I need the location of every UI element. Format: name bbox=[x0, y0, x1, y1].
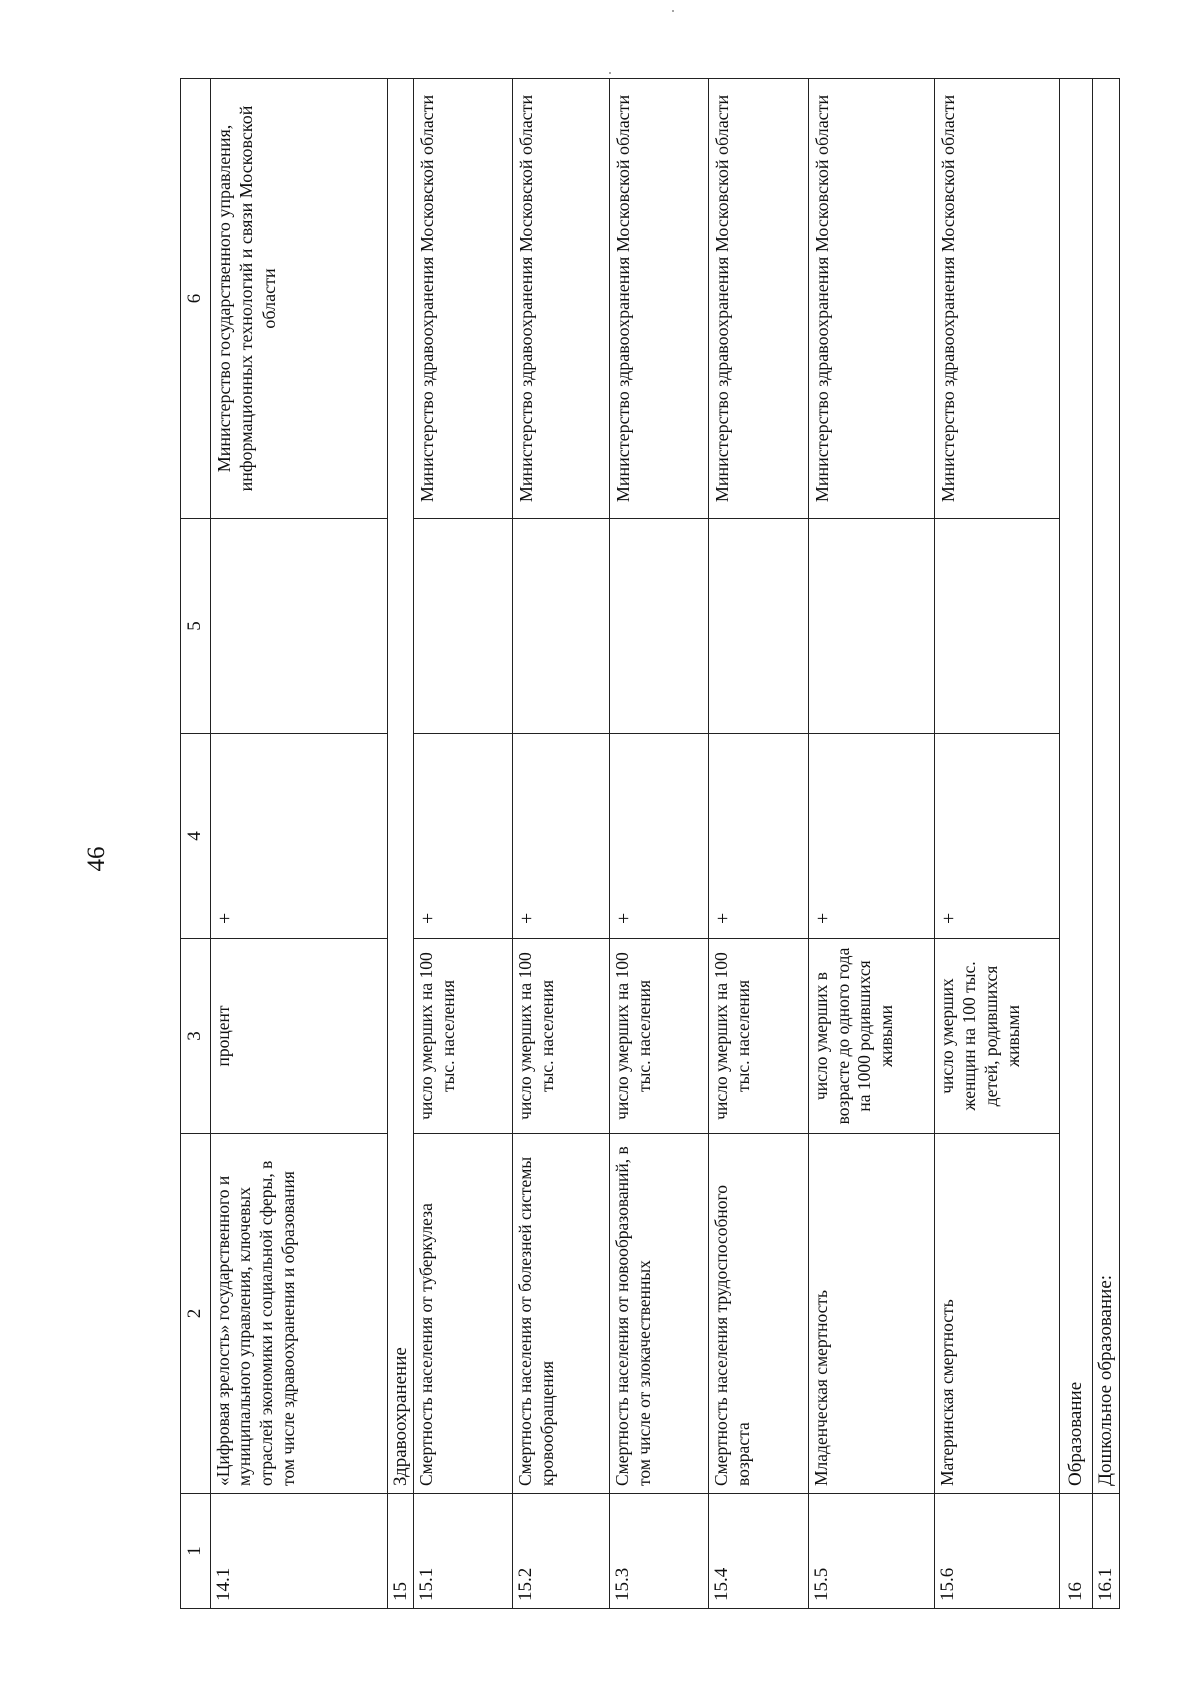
rotated-table-container bbox=[180, 79, 1120, 1609]
table-row bbox=[808, 79, 935, 1609]
page-number: 46 bbox=[83, 846, 110, 872]
responsible-cell: Министерство здравоохранения Московской области bbox=[808, 79, 935, 519]
row-number: 15.6 bbox=[935, 1494, 1060, 1609]
empty-cell bbox=[513, 519, 610, 734]
mark-cell: + bbox=[210, 734, 387, 939]
indicator-cell: Материнская смертность bbox=[935, 1134, 1060, 1494]
table-row bbox=[413, 79, 512, 1609]
empty-cell bbox=[808, 519, 935, 734]
row-number: 16 bbox=[1059, 1494, 1092, 1609]
unit-cell: процент bbox=[210, 939, 387, 1134]
row-number: 15.3 bbox=[610, 1494, 709, 1609]
header-cell: 4 bbox=[181, 734, 211, 939]
header-cell: 2 bbox=[181, 1134, 211, 1494]
responsible-cell: Министерство здравоохранения Московской области bbox=[935, 79, 1060, 519]
table-row bbox=[935, 79, 1060, 1609]
indicator-cell: Смертность населения трудоспособного возраста bbox=[709, 1134, 808, 1494]
row-number: 15 bbox=[387, 1494, 413, 1609]
section-row bbox=[387, 79, 413, 1609]
empty-cell bbox=[413, 519, 512, 734]
responsible-cell: Министерство здравоохранения Московской области bbox=[709, 79, 808, 519]
section-row bbox=[1092, 79, 1119, 1609]
table-row bbox=[513, 79, 610, 1609]
unit-cell: число умерших в возрасте до одного года на 1000 родившихся живыми bbox=[808, 939, 935, 1134]
section-title: Здравоохранение bbox=[387, 79, 413, 1494]
empty-cell bbox=[610, 519, 709, 734]
indicator-cell: Смертность населения от болезней системы кровообращения bbox=[513, 1134, 610, 1494]
responsible-cell: Министерство государственного управления, информационных технологий и связи Московской области bbox=[210, 79, 387, 519]
unit-cell: число умерших на 100 тыс. населения bbox=[513, 939, 610, 1134]
row-number: 16.1 bbox=[1092, 1494, 1119, 1609]
row-number: 15.5 bbox=[808, 1494, 935, 1609]
unit-cell: число умерших на 100 тыс. населения bbox=[610, 939, 709, 1134]
header-row bbox=[181, 79, 211, 1609]
section-title: Образование bbox=[1059, 79, 1092, 1494]
mark-cell: + bbox=[413, 734, 512, 939]
scan-speck bbox=[609, 72, 611, 74]
indicator-cell: Смертность населения от новообразований, в том числе от злокачественных bbox=[610, 1134, 709, 1494]
scan-speck bbox=[672, 10, 674, 12]
indicator-cell: Смертность населения от туберкулеза bbox=[413, 1134, 512, 1494]
header-cell: 1 bbox=[181, 1494, 211, 1609]
empty-cell bbox=[709, 519, 808, 734]
indicators-table bbox=[180, 78, 1120, 1609]
table-row bbox=[709, 79, 808, 1609]
responsible-cell: Министерство здравоохранения Московской области bbox=[513, 79, 610, 519]
mark-cell: + bbox=[808, 734, 935, 939]
header-cell: 6 bbox=[181, 79, 211, 519]
mark-cell: + bbox=[513, 734, 610, 939]
empty-cell bbox=[935, 519, 1060, 734]
section-title: Дошкольное образование: bbox=[1092, 79, 1119, 1494]
header-cell: 5 bbox=[181, 519, 211, 734]
mark-cell: + bbox=[709, 734, 808, 939]
empty-cell bbox=[210, 519, 387, 734]
unit-cell: число умерших женщин на 100 тыс. детей, родившихся живыми bbox=[935, 939, 1060, 1134]
row-number: 15.2 bbox=[513, 1494, 610, 1609]
section-row bbox=[1059, 79, 1092, 1609]
unit-cell: число умерших на 100 тыс. населения bbox=[413, 939, 512, 1134]
row-number: 14.1 bbox=[210, 1494, 387, 1609]
responsible-cell: Министерство здравоохранения Московской области bbox=[610, 79, 709, 519]
responsible-cell: Министерство здравоохранения Московской области bbox=[413, 79, 512, 519]
unit-cell: число умерших на 100 тыс. населения bbox=[709, 939, 808, 1134]
mark-cell: + bbox=[935, 734, 1060, 939]
row-number: 15.4 bbox=[709, 1494, 808, 1609]
table-row bbox=[210, 79, 387, 1609]
table-row bbox=[610, 79, 709, 1609]
header-cell: 3 bbox=[181, 939, 211, 1134]
row-number: 15.1 bbox=[413, 1494, 512, 1609]
indicator-cell: «Цифровая зрелость» государственного и муниципального управления, ключевых отраслей экономики и социальной сферы, в том числе здравоохранения и образования bbox=[210, 1134, 387, 1494]
mark-cell: + bbox=[610, 734, 709, 939]
indicator-cell: Младенческая смертность bbox=[808, 1134, 935, 1494]
